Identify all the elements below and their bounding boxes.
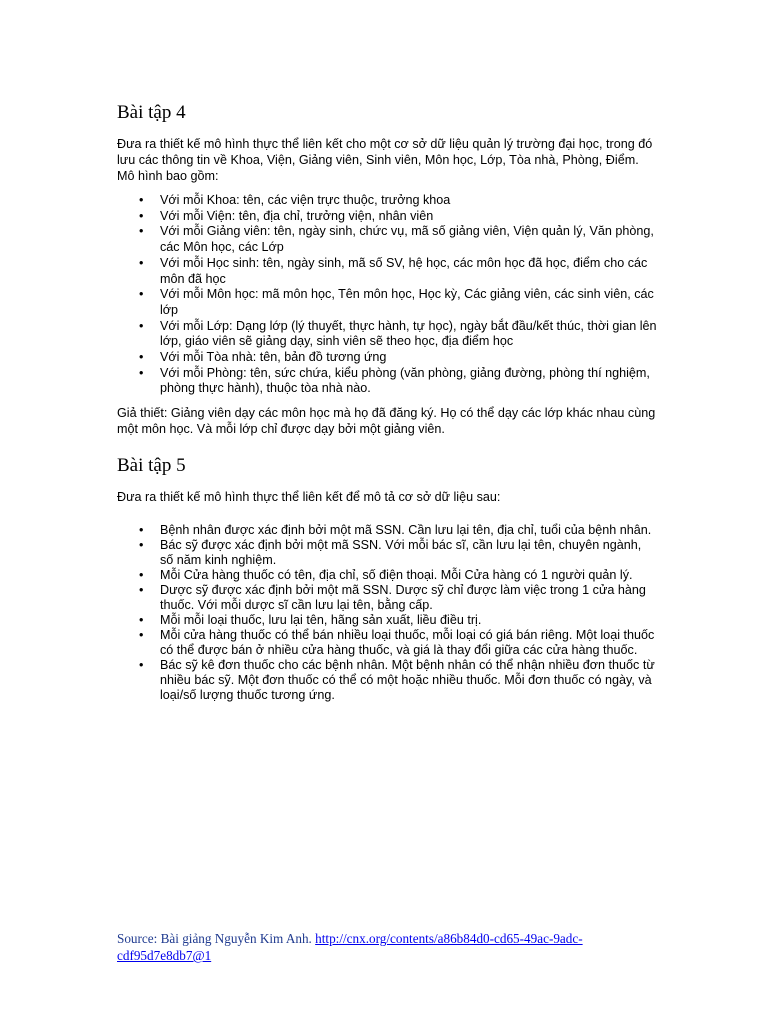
list-item: • Mỗi mỗi loại thuốc, lưu lại tên, hãng sản xuất, liều điều trị. xyxy=(117,613,657,628)
list-item: • Mỗi cửa hàng thuốc có thể bán nhiều loại thuốc, mỗi loại có giá bán riêng. Một loại thuốc có thể được bán ở nhiều cửa hàng thuốc, và giá là thay đổi giữa các cửa hàng thuốc. xyxy=(117,628,657,658)
source-footnote xyxy=(117,930,657,964)
list-item: • Với mỗi Học sinh: tên, ngày sinh, mã số SV, hệ học, các môn học đã học, điểm cho các môn đã học xyxy=(117,256,657,287)
list-item: • Với mỗi Viện: tên, địa chỉ, trưởng viện, nhân viên xyxy=(117,209,657,225)
exercise-4-assumption: Giả thiết: Giảng viên dạy các môn học mà họ đã đăng ký. Họ có thể dạy các lớp khác nhau cùng một môn học. Và mỗi lớp chỉ được dạy bởi một giảng viên. xyxy=(117,406,656,437)
list-item: • Với mỗi Lớp: Dạng lớp (lý thuyết, thực hành, tự học), ngày bắt đầu/kết thúc, thời gian lên lớp, giáo viên sẽ giảng dạy, sinh viên sẽ theo học, địa điểm học xyxy=(117,319,657,350)
exercise-5-title: Bài tập 5 xyxy=(117,455,186,477)
list-item: • Với mỗi Phòng: tên, sức chứa, kiểu phòng (văn phòng, giảng đường, phòng thí nghiệm, phòng thực hành), thuộc tòa nhà nào. xyxy=(117,366,657,397)
list-item: • Với mỗi Giảng viên: tên, ngày sinh, chức vụ, mã số giảng viên, Viện quản lý, Văn phòng, các Môn học, các Lớp xyxy=(117,224,657,255)
list-item: • Với mỗi Tòa nhà: tên, bản đồ tương ứng xyxy=(117,350,657,366)
source-label: Source: Bài giảng Nguyễn Kim Anh. xyxy=(117,931,316,946)
exercise-4-section xyxy=(117,98,657,437)
list-item: • Bệnh nhân được xác định bởi một mã SSN. Cần lưu lại tên, địa chỉ, tuổi của bệnh nhân. xyxy=(117,523,657,538)
list-item: • Với mỗi Khoa: tên, các viện trực thuộc, trưởng khoa xyxy=(117,193,657,209)
list-item: • Mỗi Cửa hàng thuốc có tên, địa chỉ, số điện thoại. Mỗi Cửa hàng có 1 người quản lý. xyxy=(117,568,657,583)
source-link[interactable]: http://cnx.org/contents/a86b84d0-cd65-49ac-9adc-cdf95d7e8db7@1 xyxy=(117,931,583,963)
exercise-5-intro: Đưa ra thiết kế mô hình thực thể liên kết để mô tả cơ sở dữ liệu sau: xyxy=(117,490,501,505)
list-item: • Bác sỹ được xác định bởi một mã SSN. Với mỗi bác sĩ, cần lưu lại tên, chuyên ngành, số năm kinh nghiệm. xyxy=(117,538,657,568)
exercise-4-title: Bài tập 4 xyxy=(117,102,186,123)
exercise-5-section xyxy=(117,451,657,703)
document-content xyxy=(117,98,657,703)
exercise-5-list xyxy=(117,523,657,703)
list-item: • Bác sỹ kê đơn thuốc cho các bệnh nhân. Một bệnh nhân có thể nhận nhiều đơn thuốc từ nhiều bác sỹ. Một đơn thuốc có thể có một hoặc nhiều thuốc. Mỗi đơn thuốc có ngày, và loại/số lượng thuốc tương ứng. xyxy=(117,658,657,703)
list-item: • Dược sỹ được xác định bởi một mã SSN. Dược sỹ chỉ được làm việc trong 1 cửa hàng thuốc. Với mỗi dược sĩ cần lưu lại tên, bằng cấp. xyxy=(117,583,657,613)
exercise-4-intro: Đưa ra thiết kế mô hình thực thể liên kết cho một cơ sở dữ liệu quản lý trường đại học, trong đó lưu các thông tin về Khoa, Viện, Giảng viên, Sinh viên, Môn học, Lớp, Tòa nhà, Phòng, Điểm. Mô hình bao gồm: xyxy=(117,137,653,183)
exercise-4-list xyxy=(117,193,657,397)
list-item: • Với mỗi Môn học: mã môn học, Tên môn học, Học kỳ, Các giảng viên, các sinh viên, các lớp xyxy=(117,287,657,318)
